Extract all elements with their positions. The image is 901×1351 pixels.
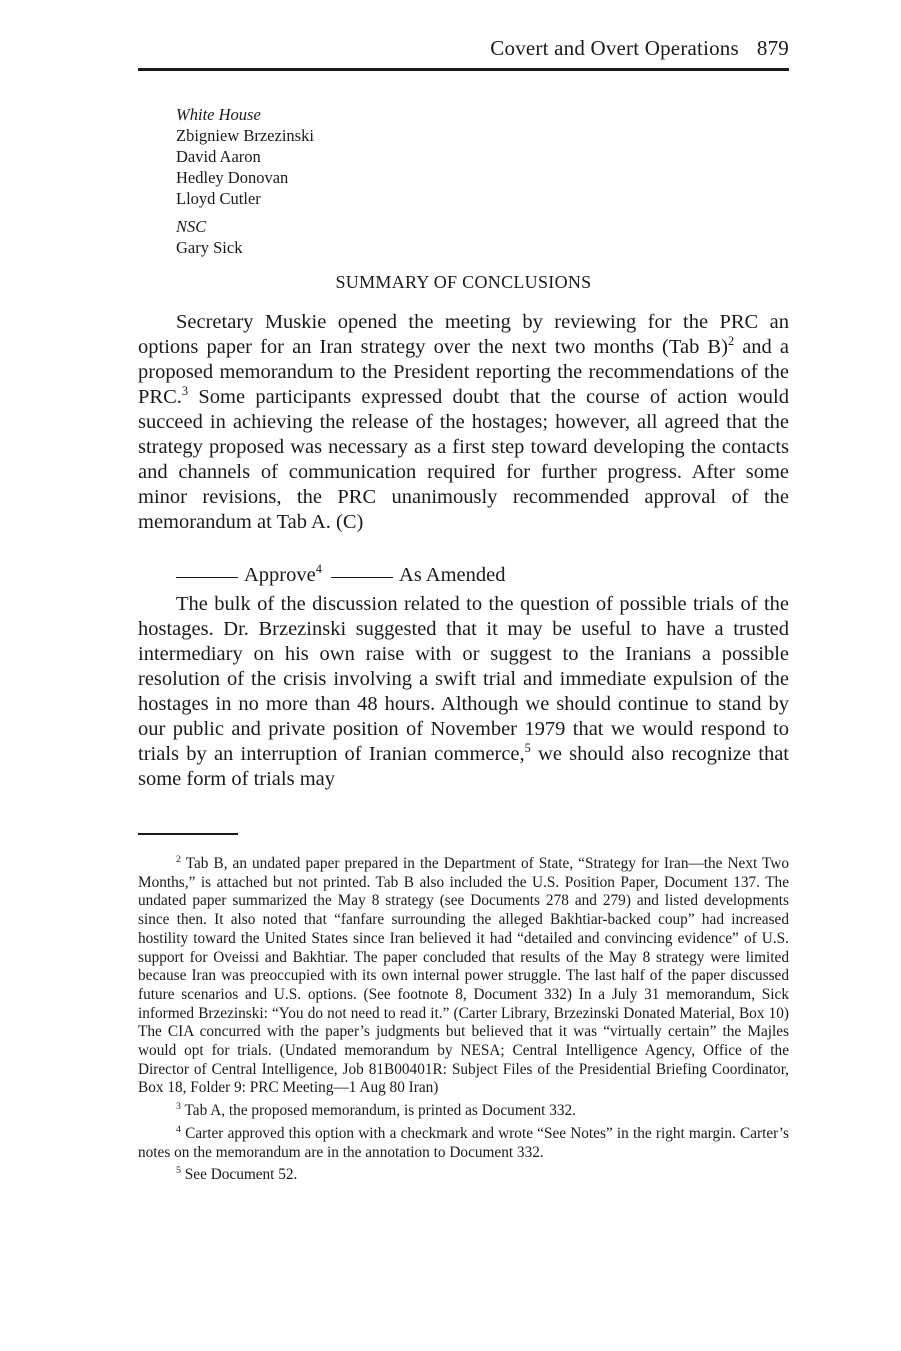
footnote-ref-2[interactable]: 2: [727, 334, 735, 349]
footnote-2: [138, 855, 789, 1098]
section-heading: SUMMARY OF CONCLUSIONS: [335, 272, 592, 292]
footnote-ref-3[interactable]: 3: [181, 384, 189, 399]
footnote-rule: [138, 833, 238, 835]
paragraph-text: The bulk of the discussion related to the question of possible trials of the hostages. Dr. Brzezinski suggested that it may be useful to have a trusted intermediary on his own raise with or suggest to the Iranians a possible resolution of the crisis involving a swift trial and immediate expulsion of the hostages in no more than 48 hours. Although we should continue to stand by our public and private position of November 1979 that we would respond to trials by an interruption of Iranian commerce,: [138, 593, 789, 765]
footnote-text: Tab A, the proposed memorandum, is printed as Document 332.: [184, 1102, 577, 1120]
approve-blank: [176, 577, 238, 578]
running-header: [138, 36, 789, 61]
footnote-text: Carter approved this option with a checkmark and wrote “See Notes” in the right margin. Carter’s notes on the memorandum are in the annotation to Document 332.: [138, 1124, 789, 1161]
footnote-3: [138, 1102, 789, 1121]
paragraph-2: [138, 592, 789, 792]
paragraph-text: we should also recognize that some form of trials may: [138, 743, 789, 790]
footnote-number: 3: [176, 1101, 181, 1113]
page-number: 879: [756, 36, 789, 60]
footnote-ref-4[interactable]: 4: [315, 562, 322, 577]
footnote-5: [138, 1166, 789, 1185]
footnote-number: 2: [176, 853, 181, 865]
attendee-name: Hedley Donovan: [176, 168, 289, 187]
paragraph-1: [138, 310, 789, 535]
attendee-name: David Aaron: [176, 147, 261, 166]
group-label-nsc: NSC: [176, 217, 207, 236]
footnote-number: 4: [176, 1123, 181, 1135]
attendee-name: Lloyd Cutler: [176, 189, 261, 208]
footnote-number: 5: [176, 1165, 181, 1177]
paragraph-text: Some participants expressed doubt that the course of action would succeed in achieving the release of the hostages; however, all agreed that the strategy proposed was necessary as a first step toward developing the contacts and channels of communication required for further progress. After some minor revisions, the PRC unanimously recommended approval of the memorandum at Tab A. (C): [138, 386, 789, 533]
footnote-text: See Document 52.: [184, 1166, 298, 1184]
footnotes: [138, 855, 789, 1189]
amended-label: As Amended: [399, 564, 506, 586]
approval-line: [176, 563, 506, 588]
footnote-4: [138, 1125, 789, 1162]
header-title: Covert and Overt Operations: [490, 36, 739, 60]
attendee-name: Zbigniew Brzezinski: [176, 126, 314, 145]
group-label-white-house: White House: [176, 105, 261, 124]
amended-blank: [331, 577, 393, 578]
footnote-ref-5[interactable]: 5: [524, 741, 531, 756]
attendee-name: Gary Sick: [176, 238, 243, 257]
header-rule: [138, 68, 789, 71]
paragraph-text: and a proposed memorandum to the President reporting the recommendations of the PRC.: [138, 336, 789, 408]
approve-label: Approve: [244, 564, 316, 586]
footnote-text: Tab B, an undated paper prepared in the Department of State, “Strategy for Iran—the Next Two Months,” is attached but not printed. Tab B also included the U.S. Position Paper, Document 137. The undated paper summarized the May 8 strategy (see Documents 278 and 279) and listed developments since then. It also noted that “fanfare surrounding the alleged Bakhtiar-backed coup” had increased hostility toward the United States since Iran believed it had “detailed and convincing evidence” of U.S. support for Oveissi and Bakhtiar. The paper concluded that results of the May 8 strategy were limited because Iran was preoccupied with its own internal power struggle. The last half of the paper discussed future scenarios and U.S. options. (See footnote 8, Document 332) In a July 31 memorandum, Sick informed Brzezinski: “You do not need to read it.” (Carter Library, Brzezinski Donated Material, Box 10) The CIA concurred with the paper’s judgments but believed that it was “virtually certain” the Majles would opt for trials. (Undated memorandum by NESA; Central Intelligence Agency, Office of the Director of Central Intelligence, Job 81B00401R: Subject Files of the Presidential Briefing Coordinator, Box 18, Folder 9: PRC Meeting—1 Aug 80 Iran): [138, 855, 789, 1097]
paragraph-text: Secretary Muskie opened the meeting by reviewing for the PRC an options paper for an Iran strategy over the next two months (Tab B): [138, 311, 789, 358]
attendee-list: [176, 104, 314, 258]
